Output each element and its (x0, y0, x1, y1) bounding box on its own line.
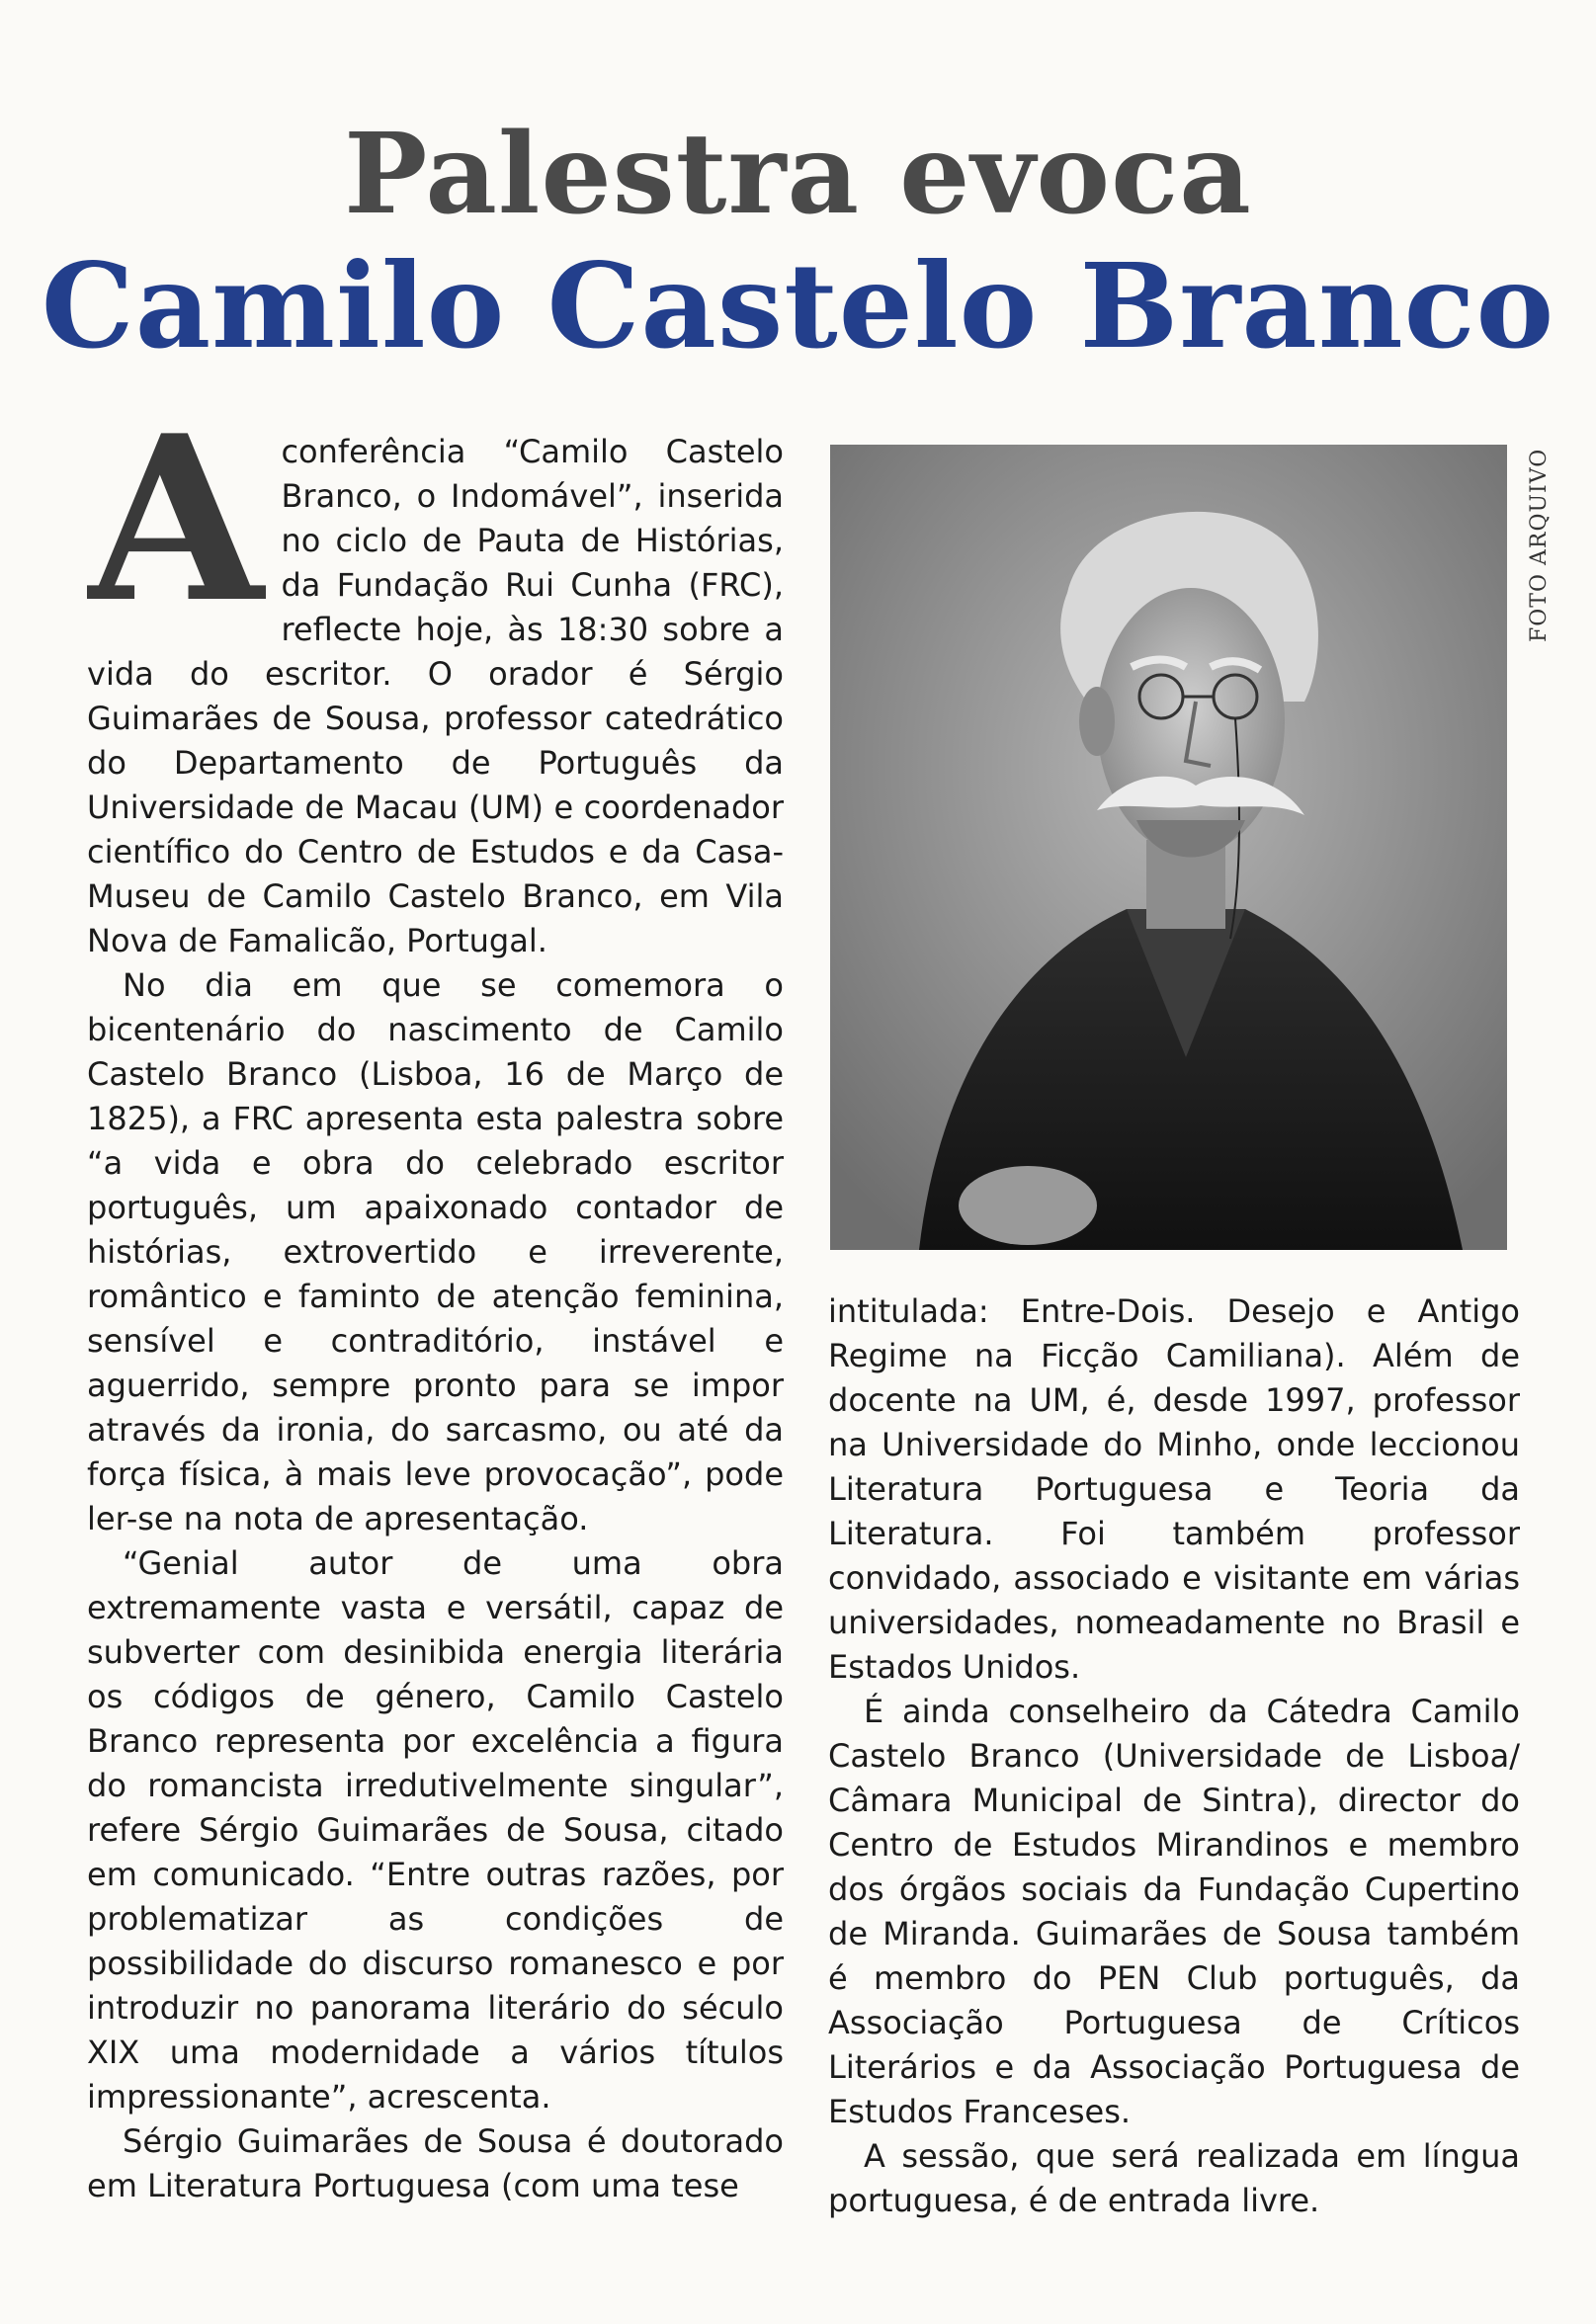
paragraph-4: Sérgio Guimarães de Sousa é doutorado em Literatura Portuguesa (com uma tese (87, 2122, 784, 2204)
article-column-right (828, 1289, 1520, 2278)
headline-line-1: Palestra evoca (344, 110, 1252, 240)
paragraph-2: No dia em que se comemora o bicentenário do nascimento de Camilo Castelo Branco (Lisboa, 16 de Março de 1825), a FRC apresenta esta palestra sobre “a vida e obra do celebrado escritor português, um apaixonado contador de histórias, extrovertido e irreverente, romântico e faminto de atenção feminina, sensível e contraditório, instável e aguerrido, sempre pronto para se impor através da ironia, do sarcasmo, ou até da força física, à mais leve provocação”, pode ler-se na nota de apresentação. (87, 966, 784, 1537)
paragraph-6: É ainda conselheiro da Cátedra Camilo Castelo Branco (Universidade de Lisboa/ Câmara Municipal de Sintra), director do Centro de Estudos Mirandinos e membro dos órgãos sociais da Fundação Cupertino de Miranda. Guimarães de Sousa também é membro do PEN Club português, da Associação Portuguesa de Críticos Literários e da Associação Portuguesa de Estudos Franceses. (828, 1693, 1520, 2130)
portrait-image (830, 445, 1507, 1250)
paragraph-3: “Genial autor de uma obra extremamente vasta e versátil, capaz de subverter com desinibida energia literária os códigos de género, Camilo Castelo Branco representa por excelência a figura do romancista irredutivelmente singular”, refere Sérgio Guimarães de Sousa, citado em comunicado. “Entre outras razões, por problematizar as condições de possibilidade do discurso romanesco e por introduzir no panorama literário do século XIX uma modernidade a vários títulos impressionante”, acrescenta. (87, 1544, 784, 2116)
photo-credit: FOTO ARQUIVO (1527, 448, 1552, 642)
article-column-left (87, 430, 784, 2263)
paragraph-7: A sessão, que será realizada em língua portuguesa, é de entrada livre. (828, 2137, 1520, 2219)
headline-line-2: Camilo Castelo Branco (41, 237, 1555, 375)
headline (0, 110, 1596, 375)
paragraph-1-text: conferência “Camilo Castelo Branco, o Indomável”, inserida no ciclo de Pauta de Histórias, da Fundação Rui Cunha (FRC), reflecte hoje, às 18:30 sobre a vida do escritor. O orador é Sérgio Guimarães de Sousa, professor catedrático do Departamento de Português da Universidade de Macau (UM) e coordenador científico do Centro de Estudos e da Casa-Museu de Camilo Castelo Branco, em Vila Nova de Famalicão, Portugal. (87, 433, 784, 959)
paragraph-1 (87, 430, 784, 963)
drop-cap: A (87, 430, 264, 653)
paragraph-5: intitulada: Entre-Dois. Desejo e Antigo Regime na Ficção Camiliana). Além de docente na UM, é, desde 1997, professor na Universidade do Minho, onde leccionou Literatura Portuguesa e Teoria da Literatura. Foi também professor convidado, associado e visitante em várias universidades, nomeadamente no Brasil e Estados Unidos. (828, 1292, 1520, 1686)
portrait-photo (830, 445, 1507, 1250)
